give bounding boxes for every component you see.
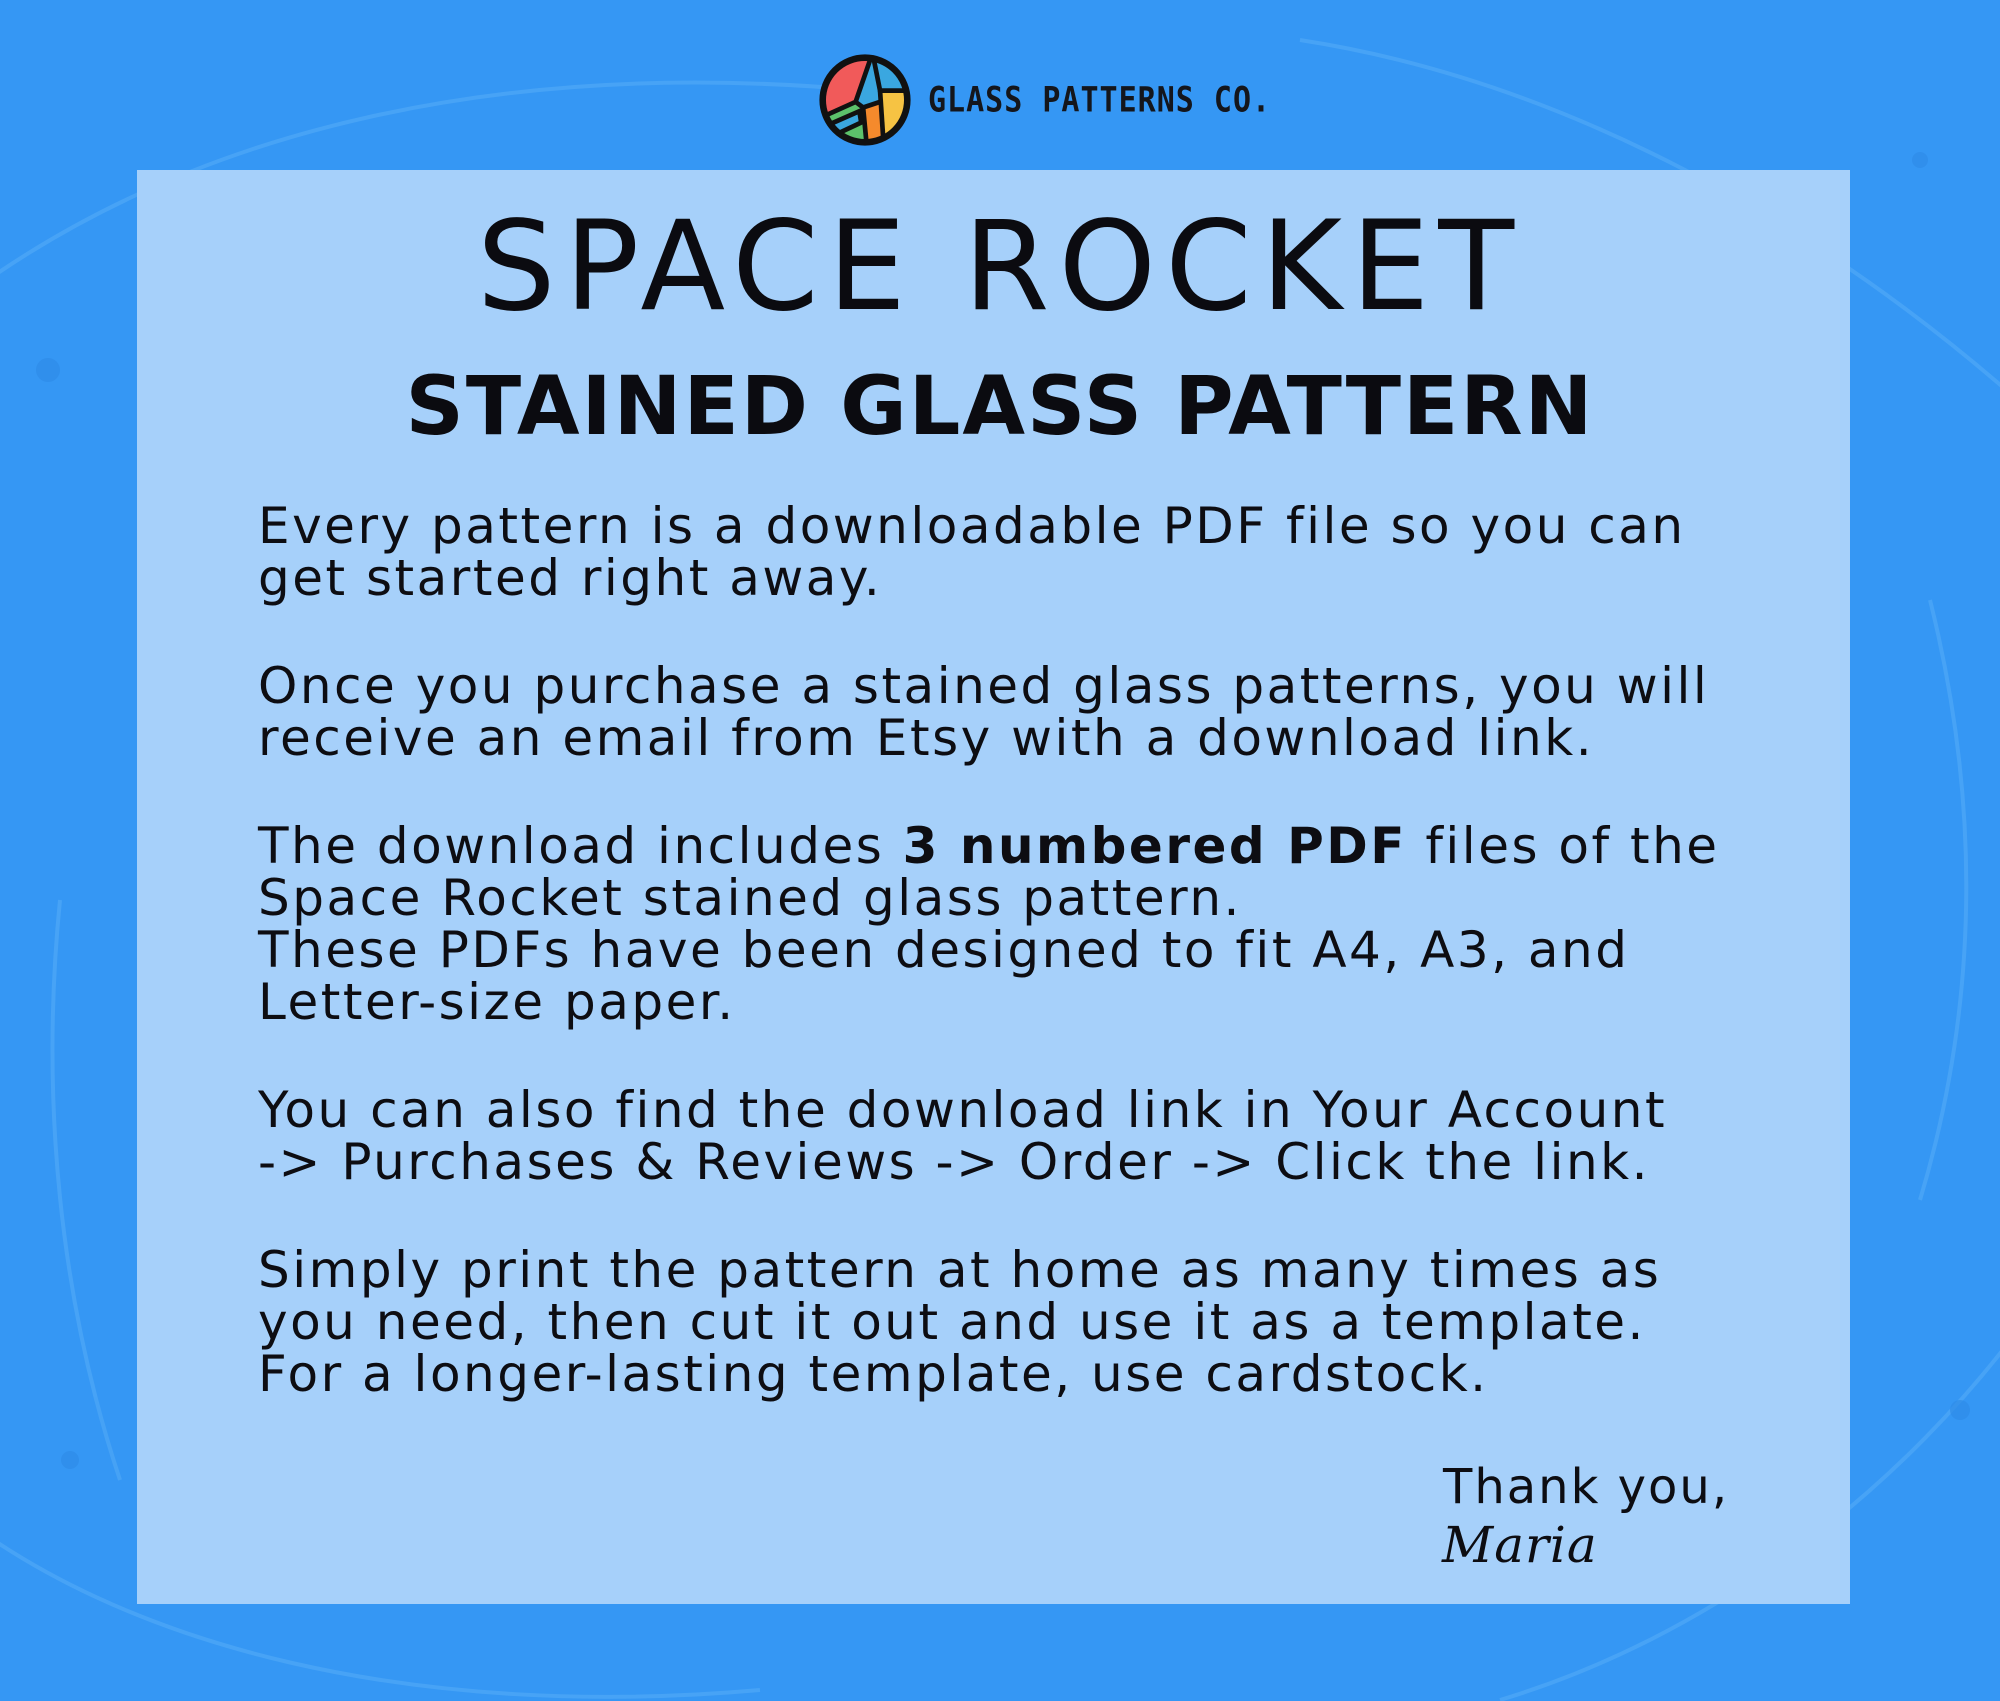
paragraph-download-contents [258, 817, 1818, 1031]
download-contents-rest: files of the Space Rocket stained glass pattern. These PDFs have been designed to fit A4, A3, and Letter-size paper. [258, 817, 1720, 1031]
download-contents-lead: The download includes [258, 817, 903, 875]
signoff-thanks: Thank you, [1443, 1459, 1730, 1515]
page-subtitle: STAINED GLASS PATTERN [405, 360, 1595, 454]
signature-maria: Maria [1442, 1516, 1598, 1574]
paragraph-purchase-email: Once you purchase a stained glass patterns, you will receive an email from Etsy with a download link. [258, 657, 1710, 767]
brand-header [818, 50, 1271, 150]
glass-logo-icon [818, 53, 912, 147]
paragraph-account-link: You can also find the download link in Your Account -> Purchases & Reviews -> Order -> Click the link. [258, 1081, 1668, 1191]
page-title: SPACE ROCKET [476, 195, 1524, 339]
numbered-pdf-highlight: 3 numbered PDF [902, 817, 1407, 875]
description-body [258, 497, 1818, 1456]
paragraph-download-intro: Every pattern is a downloadable PDF file so you can get started right away. [258, 497, 1686, 607]
brand-name: GLASS PATTERNS CO. [928, 79, 1272, 121]
paragraph-print-instructions: Simply print the pattern at home as many times as you need, then cut it out and use it as a template. For a longer-lasting template, use cardstock. [258, 1241, 1662, 1403]
